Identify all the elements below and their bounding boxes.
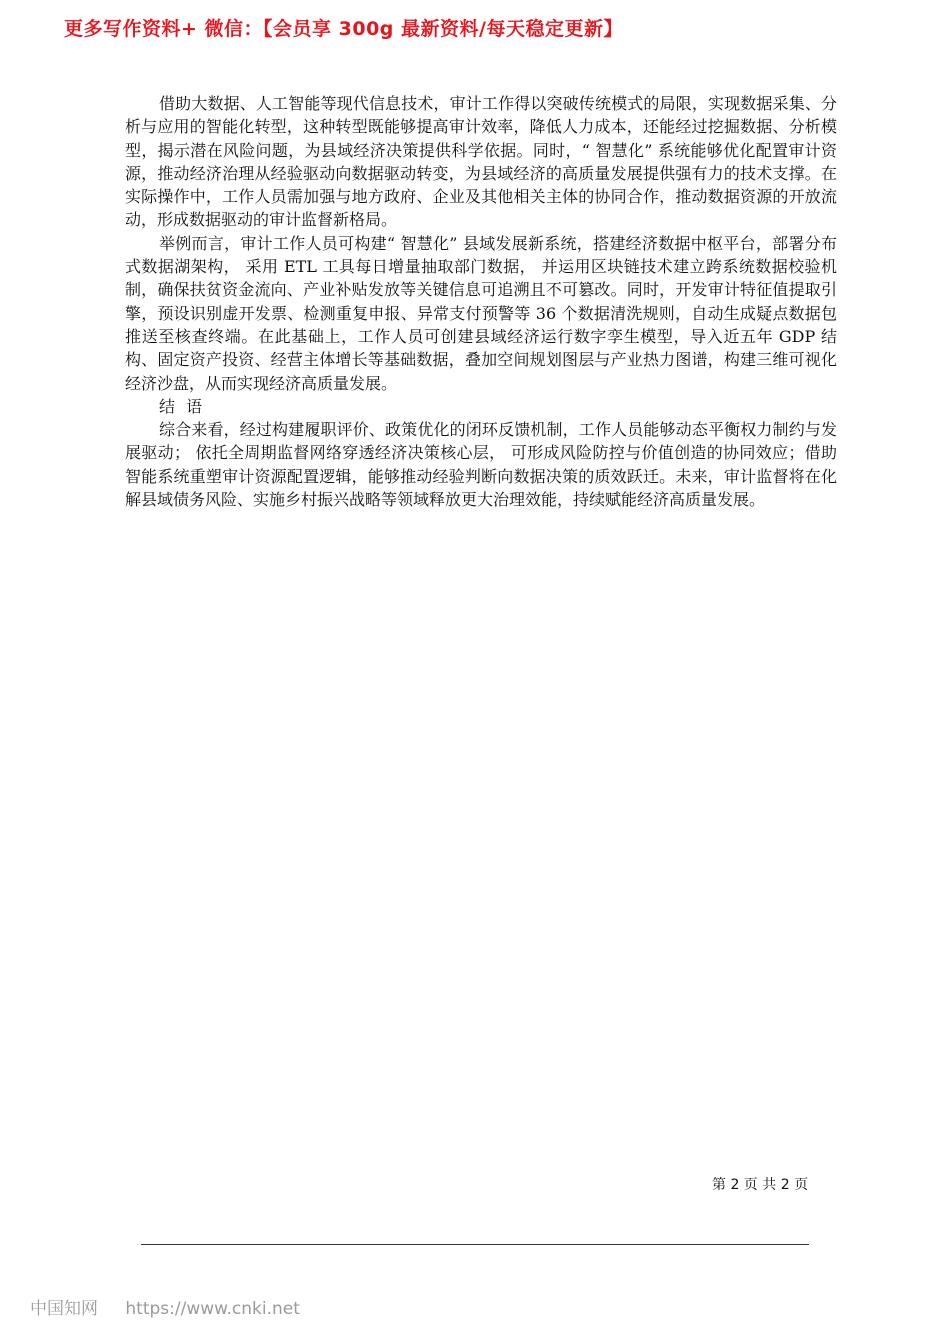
body-paragraph-1: 借助大数据、人工智能等现代信息技术，审计工作得以突破传统模式的局限，实现数据采集、分析与应用的智能化转型，这种转型既能够提高审计效率，降低人力成本，还能经过挖掘数据、分析模型，揭示潜在风险问题，为县域经济决策提供科学依据。同时，“ 智慧化” 系统能够优化配置审计资源，推动经济治理从经验驱动向数据驱动转变，为县域经济的高质量发展提供强有力的技术支撑。在实际操作中，工作人员需加强与地方政府、企业及其他相关主体的协同合作，推动数据资源的开放流动，形成数据驱动的审计监督新格局。: [125, 94, 837, 230]
footer-divider: [141, 1244, 809, 1245]
promo-banner: 更多写作资料+ 微信：【会员享 300g 最新资料/每天稳定更新】: [64, 18, 623, 40]
article-body: [125, 92, 837, 511]
watermark-brand: 中国知网: [30, 1299, 98, 1319]
watermark-url: https://www.cnki.net: [125, 1299, 300, 1319]
conclusion-heading: 结 语: [159, 396, 206, 416]
body-paragraph-2: 举例而言，审计工作人员可构建“ 智慧化” 县域发展新系统，搭建经济数据中枢平台，部署分布式数据湖架构， 采用 ETL 工具每日增量抽取部门数据， 并运用区块链技术建立跨系统数据校验机制，确保扶贫资金流向、产业补贴发放等关键信息可追溯且不可篡改。同时，开发审计特征值提取引擎，预设识别虚开发票、检测重复申报、异常支付预警等 36 个数据清洗规则，自动生成疑点数据包推送至核查终端。在此基础上，工作人员可创建县域经济运行数字孪生模型，导入近五年 GDP 结构、固定资产投资、经营主体增长等基础数据，叠加空间规划图层与产业热力图谱，构建三维可视化经济沙盘，从而实现经济高质量发展。: [125, 233, 837, 393]
page-number: 第 2 页 共 2 页: [712, 1177, 809, 1193]
conclusion-paragraph: 综合来看，经过构建履职评价、政策优化的闭环反馈机制，工作人员能够动态平衡权力制约与发展驱动； 依托全周期监督网络穿透经济决策核心层， 可形成风险防控与价值创造的协同效应；借助智能系统重塑审计资源配置逻辑，能够推动经验判断向数据决策的质效跃迁。未来，审计监督将在化解县域债务风险、实施乡村振兴战略等领域释放更大治理效能，持续赋能经济高质量发展。: [125, 420, 837, 510]
cnki-watermark: [30, 1294, 300, 1319]
